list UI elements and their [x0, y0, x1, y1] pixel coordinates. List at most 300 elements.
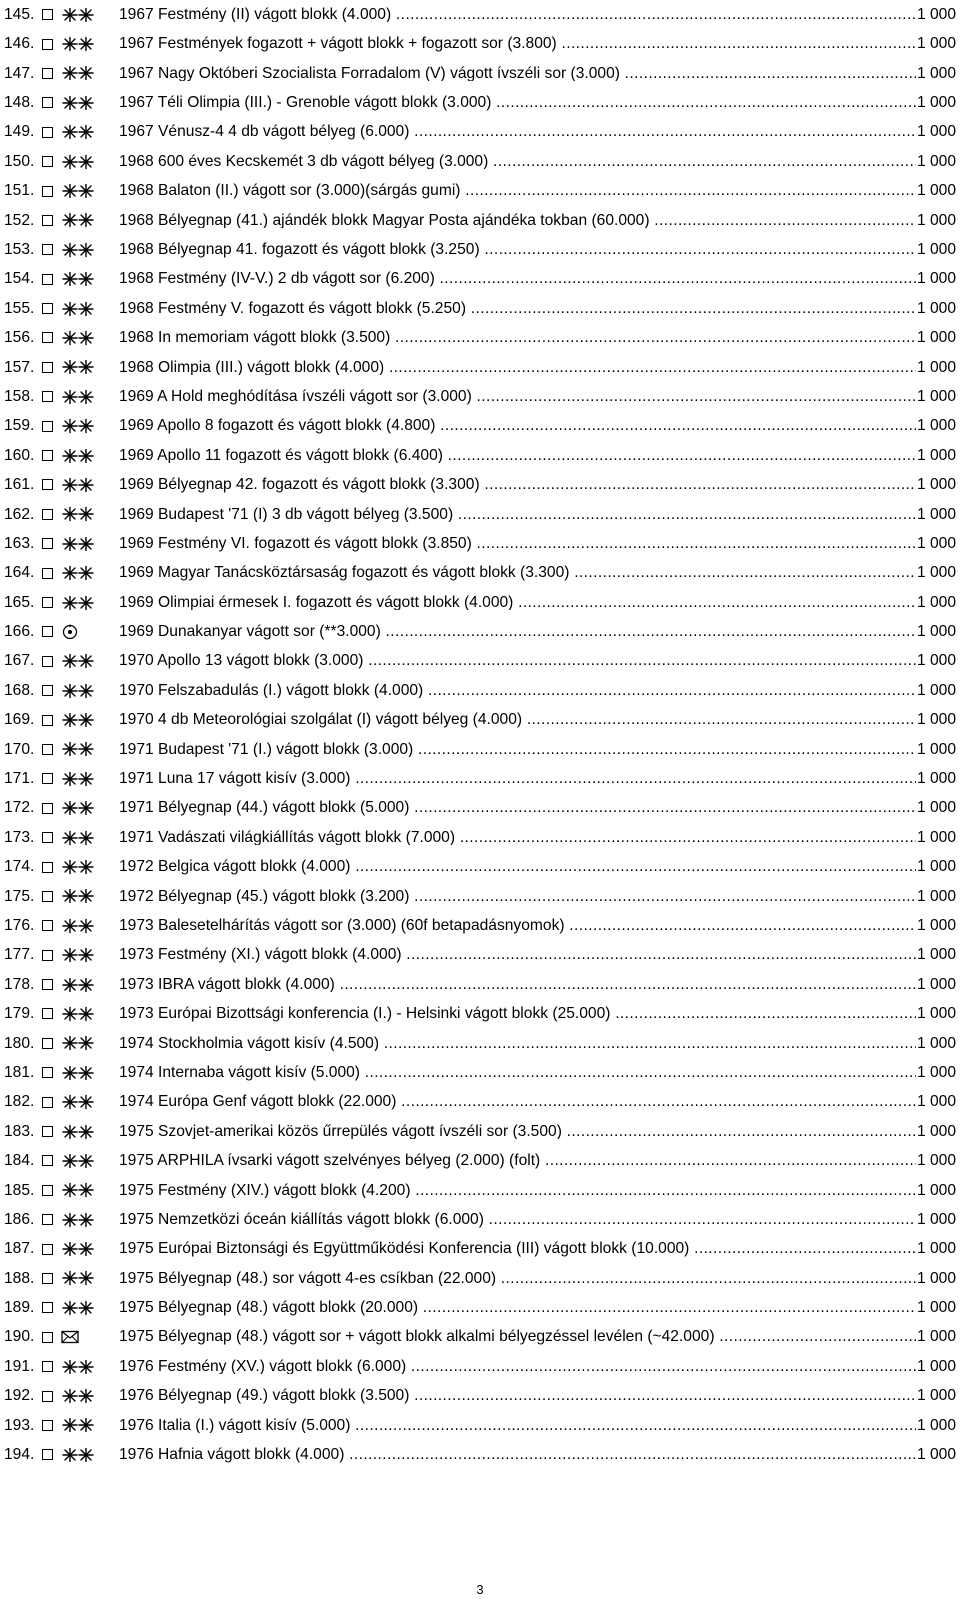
item-number: 188.	[4, 1269, 35, 1287]
list-item	[4, 147, 956, 176]
item-price: 1 000	[916, 917, 956, 934]
checkbox-icon[interactable]	[42, 215, 53, 226]
item-description: 1972 Belgica vágott blokk (4.000) .....	[119, 859, 916, 875]
item-price: 1 000	[916, 770, 956, 788]
checkbox-icon[interactable]	[42, 39, 53, 50]
postmark-icon	[61, 624, 119, 640]
item-number: 165.	[4, 593, 35, 611]
item-description: 1967 Festmény (II) vágott blokk (4.000) .....	[119, 7, 916, 23]
list-item	[4, 1087, 956, 1116]
item-description: 1971 Budapest '71 (I.) vágott blokk (3.000) .....	[119, 742, 916, 758]
item-price: 1 000	[916, 1152, 956, 1170]
item-price: 1 000	[916, 1416, 956, 1434]
item-price: 1 000	[916, 887, 956, 905]
double-star-icon	[61, 1242, 119, 1256]
item-number: 187.	[4, 1240, 35, 1258]
checkbox-icon[interactable]	[42, 862, 53, 873]
item-description: 1968 In memoriam vágott blokk (3.500) .....	[119, 330, 916, 346]
item-price: 1 000	[916, 799, 956, 817]
checkbox-icon[interactable]	[42, 1361, 53, 1372]
item-description: 1971 Vadászati világkiállítás vágott blokk (7.000) .....	[119, 830, 916, 846]
item-number: 173.	[4, 828, 35, 846]
list-item	[4, 206, 956, 235]
item-description: 1975 Európai Biztonsági és Együttműködési Konferencia (III) vágott blokk (10.000) .....	[119, 1241, 916, 1257]
item-description: 1970 4 db Meteorológiai szolgálat (I) vágott bélyeg (4.000) .....	[119, 712, 916, 728]
catalog-list	[4, 0, 956, 1470]
item-number: 170.	[4, 740, 35, 758]
item-price: 1 000	[916, 182, 956, 200]
checkbox-icon[interactable]	[42, 1244, 53, 1255]
checkbox-icon[interactable]	[42, 362, 53, 373]
page-number: 3	[476, 1582, 484, 1597]
list-item	[4, 353, 956, 382]
item-description: 1975 ARPHILA ívsarki vágott szelvényes bélyeg (2.000) (folt) .....	[119, 1153, 916, 1169]
item-number: 151.	[4, 182, 35, 200]
checkbox-icon[interactable]	[42, 920, 53, 931]
item-price: 1 000	[916, 241, 956, 259]
item-description: 1968 600 éves Kecskemét 3 db vágott bélyeg (3.000) .....	[119, 154, 916, 170]
item-description: 1974 Stockholmia vágott kisív (4.500) .....	[119, 1036, 916, 1052]
double-star-icon	[61, 684, 119, 698]
double-star-icon	[61, 1271, 119, 1285]
list-item	[4, 1117, 956, 1146]
item-description: 1970 Felszabadulás (I.) vágott blokk (4.000) .....	[119, 683, 916, 699]
double-star-icon	[61, 1389, 119, 1403]
item-description: 1968 Festmény (IV-V.) 2 db vágott sor (6.200) .....	[119, 271, 916, 287]
item-price: 1 000	[916, 1181, 956, 1199]
item-description: 1967 Téli Olimpia (III.) - Grenoble vágott blokk (3.000) .....	[119, 95, 916, 111]
item-number: 150.	[4, 152, 35, 170]
double-star-icon	[61, 1213, 119, 1227]
double-star-icon	[61, 302, 119, 316]
item-description: 1976 Italia (I.) vágott kisív (5.000) .....	[119, 1418, 916, 1434]
list-item	[4, 441, 956, 470]
item-price: 1 000	[916, 387, 956, 405]
list-item	[4, 705, 956, 734]
item-number: 171.	[4, 770, 35, 788]
list-item	[4, 0, 956, 29]
item-number: 189.	[4, 1299, 35, 1317]
item-price: 1 000	[916, 593, 956, 611]
checkbox-icon[interactable]	[42, 1332, 53, 1343]
item-price: 1 000	[916, 1210, 956, 1228]
item-price: 1 000	[916, 1240, 956, 1258]
item-description: 1973 Európai Bizottsági konferencia (I.) - Helsinki vágott blokk (25.000) .....	[119, 1006, 916, 1022]
checkbox-icon[interactable]	[42, 1273, 53, 1284]
list-item	[4, 852, 956, 881]
list-item	[4, 970, 956, 999]
item-description: 1975 Szovjet-amerikai közös űrrepülés vágott ívszéli sor (3.500) .....	[119, 1124, 916, 1140]
checkbox-icon[interactable]	[42, 1449, 53, 1460]
double-star-icon	[61, 742, 119, 756]
list-item	[4, 1293, 956, 1322]
double-star-icon	[61, 919, 119, 933]
list-item	[4, 470, 956, 499]
item-price: 1 000	[916, 1299, 956, 1317]
item-number: 163.	[4, 534, 35, 552]
item-price: 1 000	[916, 123, 956, 141]
item-number: 194.	[4, 1446, 35, 1464]
item-number: 164.	[4, 564, 35, 582]
item-price: 1 000	[916, 270, 956, 288]
item-description: 1968 Festmény V. fogazott és vágott blokk (5.250) .....	[119, 301, 916, 317]
double-star-icon	[61, 1183, 119, 1197]
list-item	[4, 29, 956, 58]
double-star-icon	[61, 419, 119, 433]
item-price: 1 000	[916, 476, 956, 494]
checkbox-icon[interactable]	[42, 156, 53, 167]
item-description: 1968 Balaton (II.) vágott sor (3.000)(sárgás gumi) .....	[119, 183, 916, 199]
double-star-icon	[61, 390, 119, 404]
item-price: 1 000	[916, 711, 956, 729]
item-price: 1 000	[916, 358, 956, 376]
list-item	[4, 323, 956, 352]
item-price: 1 000	[916, 1328, 956, 1346]
item-number: 147.	[4, 64, 35, 82]
item-number: 149.	[4, 123, 35, 141]
item-description: 1975 Festmény (XIV.) vágott blokk (4.200) .....	[119, 1183, 916, 1199]
checkbox-icon[interactable]	[42, 685, 53, 696]
list-item	[4, 558, 956, 587]
list-item	[4, 500, 956, 529]
double-star-icon	[61, 860, 119, 874]
item-description: 1974 Európa Genf vágott blokk (22.000) .....	[119, 1094, 916, 1110]
checkbox-icon[interactable]	[42, 332, 53, 343]
checkbox-icon[interactable]	[42, 1155, 53, 1166]
envelope-icon	[61, 1330, 119, 1344]
checkbox-icon[interactable]	[42, 1038, 53, 1049]
item-price: 1 000	[916, 505, 956, 523]
item-price: 1 000	[916, 1387, 956, 1405]
checkbox-icon[interactable]	[42, 303, 53, 314]
checkbox-icon[interactable]	[42, 773, 53, 784]
item-price: 1 000	[916, 1446, 956, 1464]
list-item	[4, 1352, 956, 1381]
double-star-icon	[61, 1448, 119, 1462]
list-item	[4, 59, 956, 88]
double-star-icon	[61, 889, 119, 903]
double-star-icon	[61, 1036, 119, 1050]
list-item	[4, 118, 956, 147]
item-description: 1969 Apollo 11 fogazott és vágott blokk (6.400) .....	[119, 448, 916, 464]
double-star-icon	[61, 831, 119, 845]
item-number: 148.	[4, 94, 35, 112]
list-item	[4, 676, 956, 705]
item-description: 1969 Dunakanyar vágott sor (**3.000) .....	[119, 624, 916, 640]
item-number: 184.	[4, 1152, 35, 1170]
item-price: 1 000	[916, 152, 956, 170]
checkbox-icon[interactable]	[42, 274, 53, 285]
list-item	[4, 764, 956, 793]
checkbox-icon[interactable]	[42, 950, 53, 961]
item-number: 186.	[4, 1210, 35, 1228]
item-description: 1972 Bélyegnap (45.) vágott blokk (3.200) .....	[119, 889, 916, 905]
item-number: 191.	[4, 1357, 35, 1375]
list-item	[4, 1205, 956, 1234]
item-number: 180.	[4, 1034, 35, 1052]
item-number: 175.	[4, 887, 35, 905]
item-price: 1 000	[916, 446, 956, 464]
item-price: 1 000	[916, 94, 956, 112]
item-price: 1 000	[916, 946, 956, 964]
item-description: 1976 Festmény (XV.) vágott blokk (6.000) .....	[119, 1359, 916, 1375]
item-price: 1 000	[916, 1034, 956, 1052]
item-description: 1967 Vénusz-4 4 db vágott bélyeg (6.000) .....	[119, 124, 916, 140]
item-price: 1 000	[916, 828, 956, 846]
list-item	[4, 294, 956, 323]
item-number: 159.	[4, 417, 35, 435]
item-number: 177.	[4, 946, 35, 964]
item-number: 179.	[4, 1005, 35, 1023]
item-description: 1969 Magyar Tanácsköztársaság fogazott és vágott blokk (3.300) .....	[119, 565, 916, 581]
item-description: 1969 Apollo 8 fogazott és vágott blokk (4.800) .....	[119, 418, 916, 434]
list-item	[4, 911, 956, 940]
item-description: 1975 Bélyegnap (48.) vágott blokk (20.000) .....	[119, 1300, 916, 1316]
item-price: 1 000	[916, 1005, 956, 1023]
item-number: 166.	[4, 623, 35, 641]
item-number: 178.	[4, 975, 35, 993]
item-number: 172.	[4, 799, 35, 817]
double-star-icon	[61, 507, 119, 521]
list-item	[4, 411, 956, 440]
checkbox-icon[interactable]	[42, 715, 53, 726]
checkbox-icon[interactable]	[42, 1214, 53, 1225]
item-number: 174.	[4, 858, 35, 876]
list-item	[4, 265, 956, 294]
checkbox-icon[interactable]	[42, 450, 53, 461]
list-item	[4, 1381, 956, 1410]
double-star-icon	[61, 272, 119, 286]
checkbox-icon[interactable]	[42, 186, 53, 197]
double-star-icon	[61, 1007, 119, 1021]
item-price: 1 000	[916, 1269, 956, 1287]
item-price: 1 000	[916, 1063, 956, 1081]
list-item	[4, 1264, 956, 1293]
list-item	[4, 794, 956, 823]
double-star-icon	[61, 213, 119, 227]
item-description: 1974 Internaba vágott kisív (5.000) .....	[119, 1065, 916, 1081]
double-star-icon	[61, 243, 119, 257]
item-number: 168.	[4, 681, 35, 699]
checkbox-icon[interactable]	[42, 979, 53, 990]
double-star-icon	[61, 125, 119, 139]
item-number: 176.	[4, 917, 35, 934]
item-price: 1 000	[916, 623, 956, 641]
checkbox-icon[interactable]	[42, 744, 53, 755]
list-item	[4, 88, 956, 117]
checkbox-icon[interactable]	[42, 391, 53, 402]
item-number: 167.	[4, 652, 35, 670]
item-price: 1 000	[916, 1122, 956, 1140]
double-star-icon	[61, 1154, 119, 1168]
checkbox-icon[interactable]	[42, 891, 53, 902]
checkbox-icon[interactable]	[42, 1391, 53, 1402]
item-number: 181.	[4, 1063, 35, 1081]
double-star-icon	[61, 478, 119, 492]
item-number: 183.	[4, 1122, 35, 1140]
item-price: 1 000	[916, 681, 956, 699]
list-item	[4, 176, 956, 205]
double-star-icon	[61, 948, 119, 962]
item-price: 1 000	[916, 329, 956, 347]
item-price: 1 000	[916, 211, 956, 229]
double-star-icon	[61, 1095, 119, 1109]
double-star-icon	[61, 713, 119, 727]
item-description: 1969 Olimpiai érmesek I. fogazott és vágott blokk (4.000) .....	[119, 595, 916, 611]
list-item	[4, 647, 956, 676]
item-number: 157.	[4, 358, 35, 376]
list-item	[4, 529, 956, 558]
item-price: 1 000	[916, 5, 956, 23]
list-item	[4, 1176, 956, 1205]
list-item	[4, 1058, 956, 1087]
double-star-icon	[61, 1301, 119, 1315]
item-number: 154.	[4, 270, 35, 288]
item-description: 1968 Bélyegnap (41.) ajándék blokk Magyar Posta ajándéka tokban (60.000) .....	[119, 213, 916, 229]
list-item	[4, 1234, 956, 1263]
item-price: 1 000	[916, 652, 956, 670]
item-number: 169.	[4, 711, 35, 729]
double-star-icon	[61, 596, 119, 610]
item-description: 1975 Bélyegnap (48.) vágott sor + vágott blokk alkalmi bélyegzéssel levélen (~42.000) .....	[119, 1329, 916, 1345]
checkbox-icon[interactable]	[42, 538, 53, 549]
double-star-icon	[61, 654, 119, 668]
double-star-icon	[61, 8, 119, 22]
item-number: 156.	[4, 329, 35, 347]
list-item	[4, 1146, 956, 1175]
checkbox-icon[interactable]	[42, 509, 53, 520]
checkbox-icon[interactable]	[42, 479, 53, 490]
item-number: 160.	[4, 446, 35, 464]
item-number: 190.	[4, 1328, 35, 1346]
double-star-icon	[61, 66, 119, 80]
item-number: 145.	[4, 5, 35, 23]
checkbox-icon[interactable]	[42, 244, 53, 255]
list-item	[4, 382, 956, 411]
double-star-icon	[61, 978, 119, 992]
list-item	[4, 1323, 956, 1352]
list-item	[4, 823, 956, 852]
item-description: 1973 Balesetelhárítás vágott sor (3.000) (60f betapadásnyomok) .....	[119, 918, 916, 934]
list-item	[4, 588, 956, 617]
item-price: 1 000	[916, 1093, 956, 1111]
item-description: 1969 A Hold meghódítása ívszéli vágott sor (3.000) .....	[119, 389, 916, 405]
checkbox-icon[interactable]	[42, 803, 53, 814]
double-star-icon	[61, 155, 119, 169]
item-description: 1971 Bélyegnap (44.) vágott blokk (5.000) .....	[119, 800, 916, 816]
item-number: 158.	[4, 387, 35, 405]
item-price: 1 000	[916, 858, 956, 876]
item-number: 153.	[4, 241, 35, 259]
double-star-icon	[61, 1418, 119, 1432]
item-description: 1976 Bélyegnap (49.) vágott blokk (3.500) .....	[119, 1388, 916, 1404]
list-item	[4, 735, 956, 764]
item-price: 1 000	[916, 534, 956, 552]
double-star-icon	[61, 537, 119, 551]
item-description: 1973 Festmény (XI.) vágott blokk (4.000) .....	[119, 947, 916, 963]
double-star-icon	[61, 1125, 119, 1139]
item-description: 1969 Festmény VI. fogazott és vágott blokk (3.850) .....	[119, 536, 916, 552]
item-description: 1968 Olimpia (III.) vágott blokk (4.000) .....	[119, 360, 916, 376]
item-number: 162.	[4, 505, 35, 523]
list-item	[4, 235, 956, 264]
list-item	[4, 1411, 956, 1440]
list-item	[4, 999, 956, 1028]
item-description: 1971 Luna 17 vágott kisív (3.000) .....	[119, 771, 916, 787]
item-number: 155.	[4, 299, 35, 317]
item-number: 146.	[4, 35, 35, 53]
item-description: 1967 Festmények fogazott + vágott blokk + fogazott sor (3.800) .....	[119, 36, 916, 52]
checkbox-icon[interactable]	[42, 656, 53, 667]
item-description: 1968 Bélyegnap 41. fogazott és vágott blokk (3.250) .....	[119, 242, 916, 258]
item-price: 1 000	[916, 64, 956, 82]
item-price: 1 000	[916, 417, 956, 435]
item-number: 185.	[4, 1181, 35, 1199]
item-description: 1969 Bélyegnap 42. fogazott és vágott blokk (3.300) .....	[119, 477, 916, 493]
item-number: 152.	[4, 211, 35, 229]
item-description: 1967 Nagy Októberi Szocialista Forradalom (V) vágott ívszéli sor (3.000) .....	[119, 66, 916, 82]
checkbox-icon[interactable]	[42, 1185, 53, 1196]
checkbox-icon[interactable]	[42, 1126, 53, 1137]
double-star-icon	[61, 184, 119, 198]
checkbox-icon[interactable]	[42, 626, 53, 637]
item-price: 1 000	[916, 299, 956, 317]
double-star-icon	[61, 772, 119, 786]
item-price: 1 000	[916, 35, 956, 53]
list-item	[4, 941, 956, 970]
item-number: 182.	[4, 1093, 35, 1111]
item-description: 1975 Bélyegnap (48.) sor vágott 4-es csíkban (22.000) .....	[119, 1271, 916, 1287]
checkbox-icon[interactable]	[42, 1067, 53, 1078]
item-description: 1969 Budapest '71 (I) 3 db vágott bélyeg (3.500) .....	[119, 507, 916, 523]
double-star-icon	[61, 1066, 119, 1080]
checkbox-icon[interactable]	[42, 1302, 53, 1313]
checkbox-icon[interactable]	[42, 1420, 53, 1431]
checkbox-icon[interactable]	[42, 97, 53, 108]
item-price: 1 000	[916, 740, 956, 758]
double-star-icon	[61, 566, 119, 580]
checkbox-icon[interactable]	[42, 127, 53, 138]
item-price: 1 000	[916, 975, 956, 993]
double-star-icon	[61, 801, 119, 815]
item-number: 193.	[4, 1416, 35, 1434]
list-item	[4, 617, 956, 646]
checkbox-icon[interactable]	[42, 597, 53, 608]
checkbox-icon[interactable]	[42, 1097, 53, 1108]
item-description: 1970 Apollo 13 vágott blokk (3.000) .....	[119, 653, 916, 669]
item-description: 1973 IBRA vágott blokk (4.000) .....	[119, 977, 916, 993]
item-price: 1 000	[916, 1357, 956, 1375]
list-item	[4, 882, 956, 911]
list-item	[4, 1029, 956, 1058]
double-star-icon	[61, 449, 119, 463]
item-number: 192.	[4, 1387, 35, 1405]
checkbox-icon[interactable]	[42, 1008, 53, 1019]
double-star-icon	[61, 37, 119, 51]
item-number: 161.	[4, 476, 35, 494]
double-star-icon	[61, 96, 119, 110]
checkbox-icon[interactable]	[42, 68, 53, 79]
list-item	[4, 1440, 956, 1469]
checkbox-icon[interactable]	[42, 832, 53, 843]
double-star-icon	[61, 360, 119, 374]
checkbox-icon[interactable]	[42, 421, 53, 432]
double-star-icon	[61, 1360, 119, 1374]
checkbox-icon[interactable]	[42, 568, 53, 579]
checkbox-icon[interactable]	[42, 9, 53, 20]
item-description: 1975 Nemzetközi óceán kiállítás vágott blokk (6.000) .....	[119, 1212, 916, 1228]
item-description: 1976 Hafnia vágott blokk (4.000) .....	[119, 1447, 916, 1463]
